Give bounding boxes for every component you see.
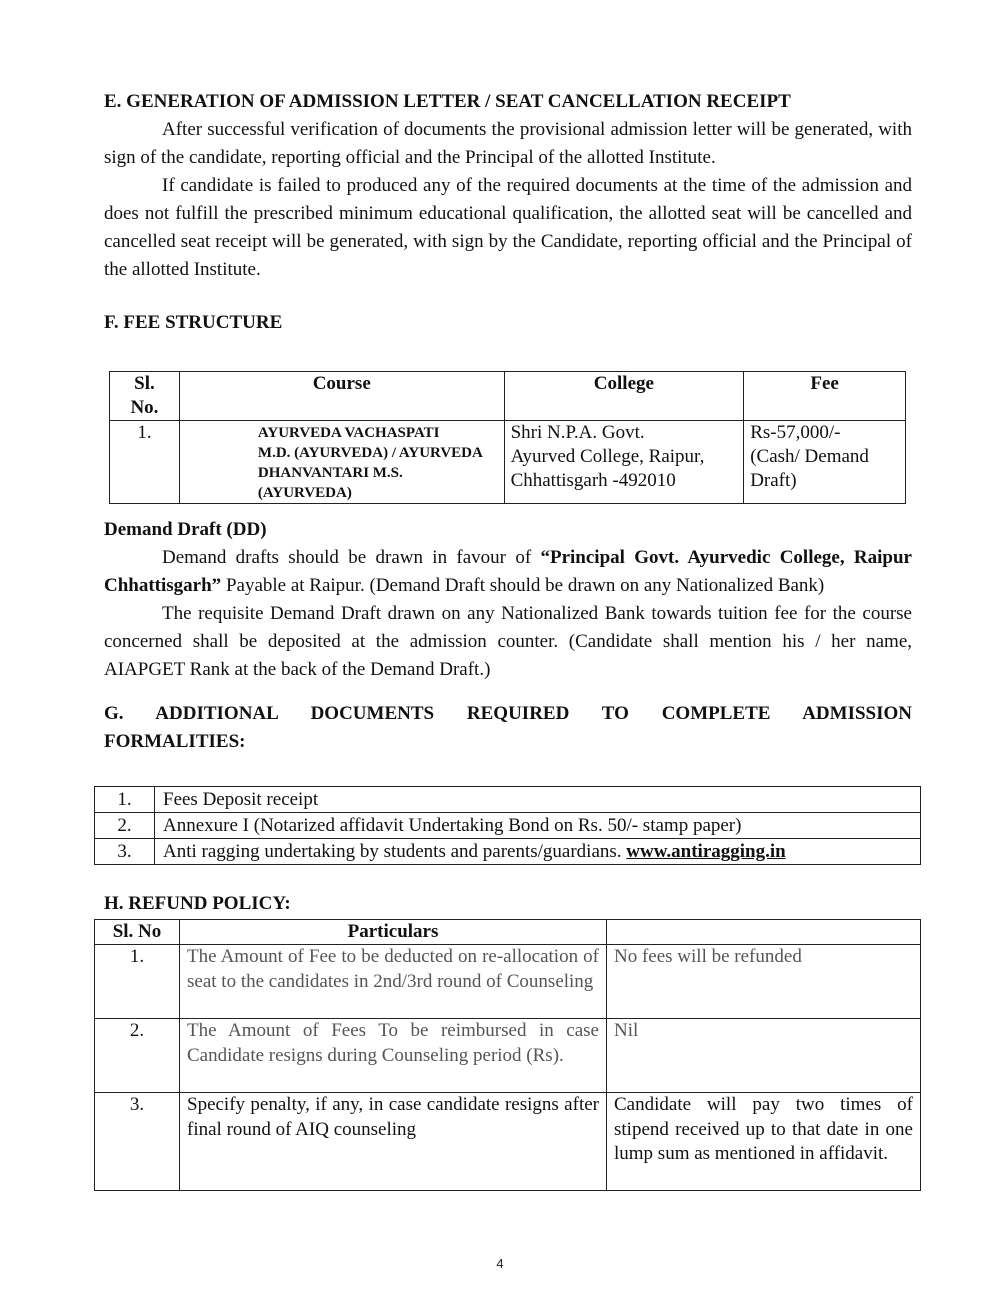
fee-row-sl: 1. xyxy=(110,421,180,504)
section-g-heading: G. ADDITIONAL DOCUMENTS REQUIRED TO COMPLETE ADMISSION FORMALITIES: xyxy=(104,703,912,752)
antiragging-link[interactable]: www.antiragging.in xyxy=(626,841,786,862)
section-e-heading: E. GENERATION OF ADMISSION LETTER / SEAT CANCELLATION RECEIPT xyxy=(104,91,791,112)
fee-header-college: College xyxy=(504,372,744,421)
page-number: 4 xyxy=(496,1256,504,1271)
refund-header-row xyxy=(95,920,921,945)
section-h-heading: H. REFUND POLICY: xyxy=(104,893,291,914)
page-body xyxy=(104,88,912,337)
fee-header-fee: Fee xyxy=(744,372,906,421)
demand-draft-heading: Demand Draft (DD) xyxy=(104,519,267,540)
refund-section xyxy=(104,890,912,918)
additional-documents-table xyxy=(94,786,921,865)
payee-name: “Principal Govt. Ayurvedic College, Raipur Chhattisgarh” xyxy=(104,547,912,596)
refund-policy-table xyxy=(94,919,921,1191)
fee-row-fee: Rs-57,000/- (Cash/ Demand Draft) xyxy=(744,421,906,504)
refund-header-particulars: Particulars xyxy=(180,920,607,945)
table-row: 1. The Amount of Fee to be deducted on re-allocation of seat to the candidates in 2nd/3rd round of Counseling No fees will be refunded xyxy=(95,945,921,1019)
demand-draft-section xyxy=(104,516,912,756)
table-row: 3. Specify penalty, if any, in case candidate resigns after final round of AIQ counseling Candidate will pay two times of stipend received up to that date in one lump sum as mentioned in affidavit. xyxy=(95,1093,921,1191)
fee-table-row xyxy=(110,421,906,504)
section-e-paragraph-1: After successful verification of documents the provisional admission letter will be generated, with sign of the candidate, reporting official and the Principal of the allotted Institute. xyxy=(104,119,912,168)
fee-row-course: AYURVEDA VACHASPATI M.D. (AYURVEDA) / AYURVEDA DHANVANTARI M.S. (AYURVEDA) xyxy=(179,421,504,504)
table-row: 2. The Amount of Fees To be reimbursed in case Candidate resigns during Counseling period (Rs). Nil xyxy=(95,1019,921,1093)
table-row: 3. Anti ragging undertaking by students and parents/guardians. www.antiragging.in xyxy=(95,839,921,865)
refund-header-value xyxy=(607,920,921,945)
demand-draft-paragraph-2: The requisite Demand Draft drawn on any Nationalized Bank towards tuition fee for the course concerned shall be deposited at the admission counter. (Candidate shall mention his / her name, AIAPGET Rank at the back of the Demand Draft.) xyxy=(104,603,912,680)
fee-table-header-row xyxy=(110,372,906,421)
fee-header-course: Course xyxy=(179,372,504,421)
section-f-heading: F. FEE STRUCTURE xyxy=(104,312,283,333)
demand-draft-paragraph-1: Demand drafts should be drawn in favour of “Principal Govt. Ayurvedic College, Raipur Chhattisgarh” Payable at Raipur. (Demand Draft should be drawn on any Nationalized Bank) xyxy=(104,547,912,596)
fee-structure-table xyxy=(109,371,906,504)
fee-header-sl: Sl. No. xyxy=(110,372,180,421)
refund-header-sl: Sl. No xyxy=(95,920,180,945)
section-e-paragraph-2: If candidate is failed to produced any of the required documents at the time of the admission and does not fulfill the prescribed minimum educational qualification, the allotted seat will be cancelled and cancelled seat receipt will be generated, with sign by the Candidate, reporting official and the Principal of the allotted Institute. xyxy=(104,175,912,280)
table-row: 1. Fees Deposit receipt xyxy=(95,787,921,813)
table-row: 2. Annexure I (Notarized affidavit Undertaking Bond on Rs. 50/- stamp paper) xyxy=(95,813,921,839)
fee-row-college: Shri N.P.A. Govt. Ayurved College, Raipur, Chhattisgarh -492010 xyxy=(504,421,744,504)
